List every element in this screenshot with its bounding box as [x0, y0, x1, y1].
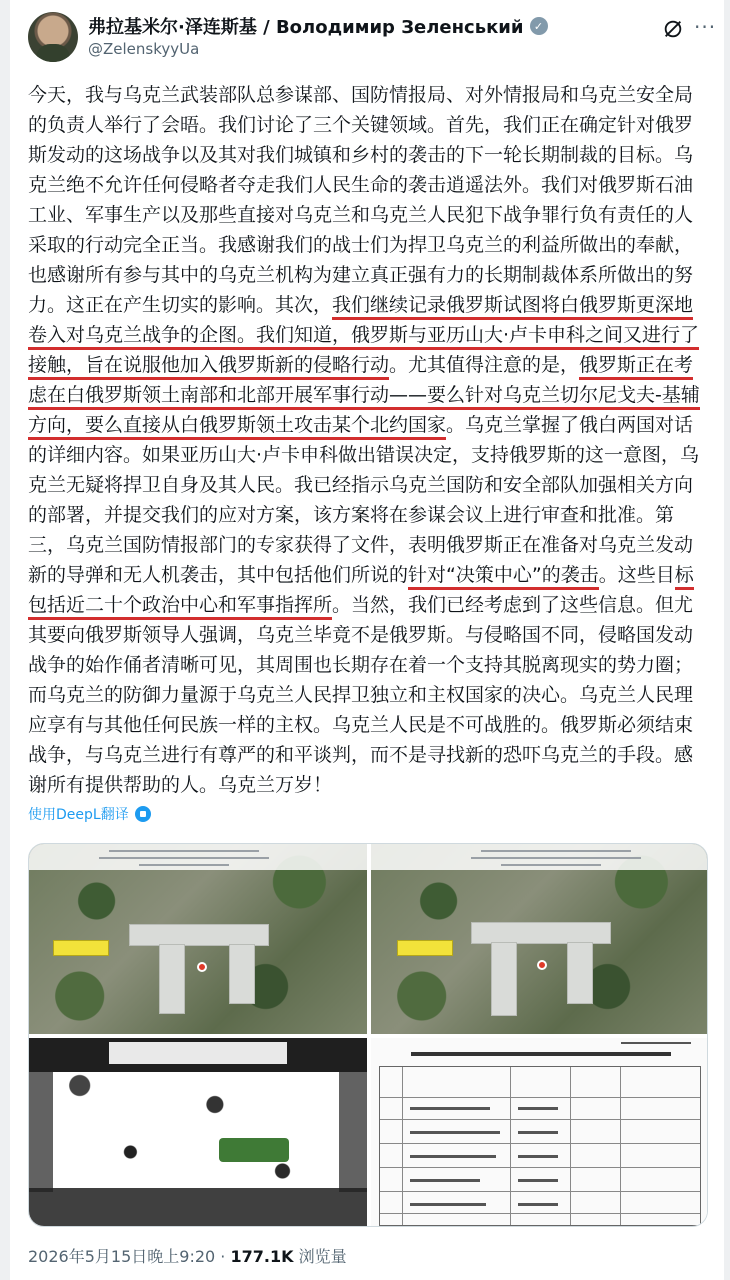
post-datetime[interactable]: 2026年5月15日晚上9:20 — [28, 1247, 216, 1266]
target-marker — [197, 962, 207, 972]
media-image[interactable] — [29, 844, 367, 1034]
post-text — [28, 80, 708, 800]
post-meta — [28, 1244, 347, 1267]
highlighted-text: 针对“决策中心”的袭击 — [408, 564, 599, 590]
highlighted-text: 俄罗斯正在考虑在白俄罗斯领土南部和北部开展军事行动——要么针对乌克兰切尔尼戈夫-基辅方向，要么直接从白俄罗斯领土攻击某个北约国家 — [28, 354, 700, 440]
avatar[interactable] — [28, 12, 78, 62]
document-table — [379, 1066, 701, 1226]
more-options-icon[interactable]: ··· — [694, 15, 717, 39]
media-grid — [28, 843, 708, 1227]
author-name[interactable]: 弗拉基米尔·泽连斯基 / Володимир Зеленський — [88, 17, 524, 38]
target-marker — [537, 960, 547, 970]
media-image[interactable] — [371, 844, 708, 1034]
deepl-icon — [135, 806, 151, 822]
building-shape — [491, 942, 517, 1016]
image-caption-strip — [109, 1042, 287, 1064]
post-text-segment: 。尤其值得注意的是， — [389, 354, 580, 376]
document-text-line — [621, 1042, 691, 1044]
image-caption-strip — [29, 844, 367, 870]
post-text-segment: 。这些目 — [598, 564, 675, 586]
coordinate-label — [53, 940, 109, 956]
highlighted-building — [219, 1138, 289, 1162]
view-count-label: 浏览量 — [298, 1247, 347, 1266]
document-title-line — [411, 1052, 671, 1056]
building-shape — [129, 924, 269, 946]
post-text-segment: 今天，我与乌克兰武装部队总参谋部、国防情报局、对外情报局和乌克兰安全局的负责人举行了会晤。我们讨论了三个关键领域。首先，我们正在确定针对俄罗斯发动的这场战争以及其对我们城镇和乡村的袭击的下一轮长期制裁的目标。乌克兰绝不允许任何侵略者夺走我们人民生命的袭击逍遥法外。我们对俄罗斯石油工业、军事生产以及那些直接对乌克兰和乌克兰人民犯下战争罪行负有责任的人采取的行动完全正当。我感谢我们的战士们为捍卫乌克兰的利益所做出的奉献，也感谢所有参与其中的乌克兰机构为建立真正强有力的长期制裁体系所做出的努力。这正在产生切实的影响。其次， — [28, 84, 694, 316]
media-image[interactable] — [371, 1038, 708, 1227]
building-shape — [471, 922, 611, 944]
translate-label[interactable]: 使用DeepL翻译 — [28, 807, 129, 823]
post-text-segment: 。当然，我们已经考虑到了这些信息。但尤其要向俄罗斯领导人强调，乌克兰毕竟不是俄罗斯。与侵略国不同，侵略国发动战争的始作俑者清晰可见，其周围也长期存在着一个支持其脱离现实的势力圈；而乌克兰的防御力量源于乌克兰人民捍卫独立和主权国家的决心。乌克兰人民理应享有与其他任何民族一样的主权。乌克兰人民是不可战胜的。俄罗斯必须结束战争，与乌克兰进行有尊严的和平谈判，而不是寻找新的恐吓乌克兰的手段。感谢所有提供帮助的人。乌克兰万岁！ — [28, 594, 694, 796]
post-text-segment: 。乌克兰掌握了俄白两国对话的详细内容。如果亚历山大·卢卡申科做出错误决定，支持俄罗斯的这一意图，乌克兰无疑将捍卫自身及其人民。我已经指示乌克兰国防和安全部队加强相关方向的部署，并提交我们的应对方案，该方案将在参谋会议上进行审查和批准。第三，乌克兰国防情报部门的专家获得了文件，表明俄罗斯正在准备对乌克兰发动新的导弹和无人机袭击，其中包括他们所说的 — [28, 414, 700, 586]
right-edge — [724, 0, 730, 1280]
map-dark-band — [29, 1072, 53, 1192]
grok-icon[interactable] — [662, 18, 684, 40]
image-caption-strip — [371, 844, 708, 870]
author-handle[interactable]: @ZelenskyyUa — [88, 40, 200, 58]
map-dark-band — [339, 1072, 367, 1192]
media-image[interactable] — [29, 1038, 367, 1227]
verified-badge-icon: ✓ — [530, 17, 548, 35]
meta-separator: · — [220, 1247, 226, 1266]
author-name-row[interactable] — [88, 14, 548, 38]
view-count: 177.1K — [230, 1247, 294, 1266]
left-edge — [0, 0, 10, 1280]
translate-link[interactable] — [28, 804, 151, 824]
post-header — [28, 12, 718, 72]
highlighted-text: 我们继续记录俄罗斯试图将白俄罗斯更深地卷入对乌克兰战争的企图。我们知道，俄罗斯与亚历山大·卢卡申科之间又进行了接触，旨在说服他加入俄罗斯新的侵略行动 — [28, 294, 699, 380]
coordinate-label — [397, 940, 453, 956]
map-dark-band — [29, 1188, 367, 1227]
building-shape — [159, 944, 185, 1014]
highlighted-text: 标包括近二十个政治中心和军事指挥所 — [28, 564, 694, 620]
building-shape — [567, 942, 593, 1004]
building-shape — [229, 944, 255, 1004]
